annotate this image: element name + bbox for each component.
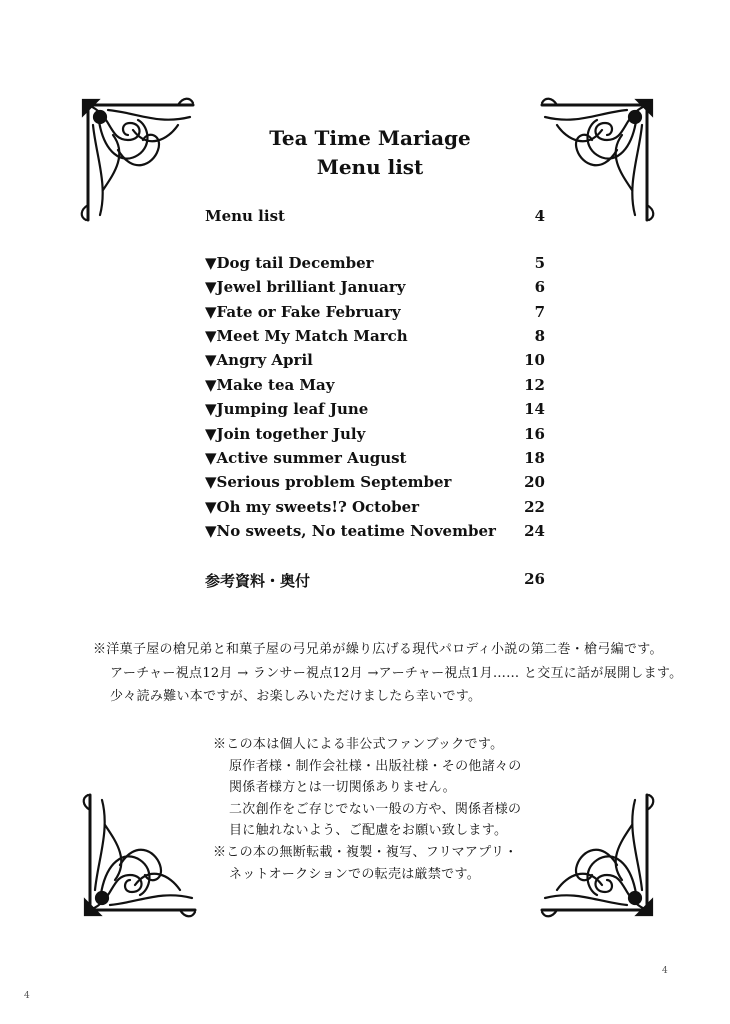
note-line: ※洋菓子屋の槍兄弟と和菓子屋の弓兄弟が繰り広げる現代パロディ小説の第二巻・槍弓編です。 — [93, 642, 663, 657]
disclaimer-line: ※この本の無断転載・複製・複写、フリマアプリ・ — [213, 845, 518, 860]
book-title: Tea Time Mariage — [269, 126, 471, 150]
toc-row — [205, 254, 545, 272]
toc-entry-page: 24 — [524, 522, 545, 540]
corner-ornament-bottom-left — [80, 790, 200, 920]
toc-row — [205, 207, 545, 225]
toc-entry-label: ▼No sweets, No teatime November — [205, 522, 496, 540]
page-number-left: 4 — [24, 991, 30, 1001]
page-number-right: 4 — [662, 966, 668, 976]
disclaimer-line: ネットオークションでの転売は厳禁です。 — [229, 866, 481, 882]
toc-entry-page: 4 — [534, 207, 545, 225]
toc-row — [205, 278, 545, 296]
toc-row — [205, 473, 545, 491]
toc-entry-label: ▼Jumping leaf June — [205, 400, 369, 418]
toc-entry-page: 7 — [534, 303, 545, 321]
toc-entry-page: 18 — [524, 449, 545, 467]
toc-entry-label: Menu list — [205, 207, 285, 225]
toc-entry-label: ▼Serious problem September — [205, 473, 452, 491]
toc-row — [205, 522, 545, 540]
note-line: アーチャー視点12月 → ランサー視点12月 →アーチャー視点1月…… と交互に話が展開します。 — [110, 665, 683, 681]
toc-entry-page: 10 — [524, 351, 545, 369]
corner-ornament-bottom-right — [537, 790, 657, 920]
toc-row — [205, 303, 545, 321]
disclaimer-line: 目に触れないよう、ご配慮をお願い致します。 — [229, 823, 508, 839]
toc-entry-label: ▼Make tea May — [205, 376, 335, 394]
toc-row — [205, 570, 545, 591]
page-title: Menu list — [316, 155, 424, 179]
disclaimer-line: 二次創作をご存じでない一般の方や、関係者様の — [229, 801, 522, 817]
toc-row — [205, 376, 545, 394]
toc-entry-page: 22 — [524, 498, 545, 516]
toc-entry-page: 8 — [534, 327, 545, 345]
toc-entry-label: ▼Fate or Fake February — [205, 303, 401, 321]
toc-row — [205, 327, 545, 345]
toc-entry-page: 26 — [524, 570, 545, 588]
toc-row — [205, 400, 545, 418]
toc-entry-label: ▼Meet My Match March — [205, 327, 408, 345]
toc-entry-label: ▼Active summer August — [205, 449, 407, 467]
toc-entry-page: 12 — [524, 376, 545, 394]
toc-row — [205, 498, 545, 516]
toc-row — [205, 449, 545, 467]
toc-entry-page: 5 — [534, 254, 545, 272]
toc-entry-label: 参考資料・奥付 — [205, 572, 311, 590]
toc-entry-label: ▼Oh my sweets!? October — [205, 498, 420, 516]
disclaimer-line: 関係者様方とは一切関係ありません。 — [229, 780, 456, 796]
toc-row — [205, 351, 545, 369]
disclaimer-line: 原作者様・制作会社様・出版社様・その他諸々の — [229, 758, 522, 774]
toc-entry-page: 16 — [524, 425, 545, 443]
toc-entry-label: ▼Jewel brilliant January — [205, 278, 406, 296]
toc-entry-label: ▼Angry April — [205, 351, 313, 369]
toc-row — [205, 425, 545, 443]
toc-entry-page: 6 — [534, 278, 545, 296]
toc-entry-page: 20 — [524, 473, 545, 491]
toc-entry-label: ▼Join together July — [205, 425, 366, 443]
disclaimer-line: ※この本は個人による非公式ファンブックです。 — [213, 737, 504, 752]
toc-entry-page: 14 — [524, 400, 545, 418]
note-line: 少々読み難い本ですが、お楽しみいただけましたら幸いです。 — [110, 689, 482, 704]
toc-entry-label: ▼Dog tail December — [205, 254, 374, 272]
